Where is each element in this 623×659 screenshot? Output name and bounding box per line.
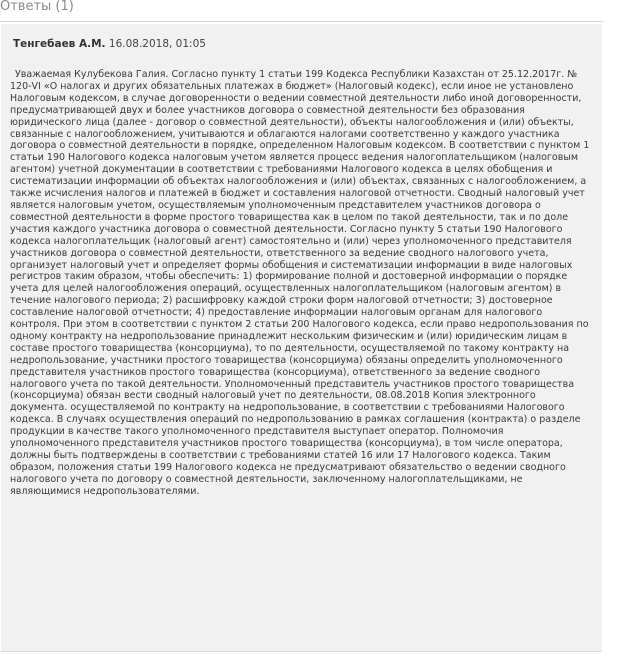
- answer-text: Уважаемая Кулубекова Галия. Согласно пункту 1 статьи 199 Кодекса Республики Казахстан от 25.12.2017г. № 120-VI «О налогах и других обязательных платежах в бюджет» (Налоговый кодекс), если иное не установлено Налоговым кодексом, в случае договоренности о ведении совместной деятельности либо иной договоренности, предусматривающей двух и более участников договора о совместной деятельности без образования юридического лица (далее - договор о совместной деятельности), объекты налогообложения и (или) объекты, связанные с налогообложением, учитываются и облагаются налогами соответственно у каждого участника договора о совместной деятельности в порядке, определенном Налоговым кодексом. В соответствии с пунктом 1 статьи 190 Налогового кодекса налоговым учетом является процесс ведения налогоплательщиком (налоговым агентом) учетной документации в соответствии с требованиями Налогового кодекса в целях обобщения и систематизации информации об объектах налогообложения и (или) объектах, связанных с налогообложением, а также исчисления налогов и платежей в бюджет и составления налоговой отчетности. Сводный налоговый учет является налоговым учетом, осуществляемым уполномоченным представителем участников договора о совместной деятельности в форме простого товарищества как в целом по такой деятельности, так и по доле участия каждого участника договора о совместной деятельности. Согласно пункту 5 статьи 190 Налогового кодекса налогоплательщик (налоговый агент) самостоятельно и (или) через уполномоченного представителя участников договора о совместной деятельности, ответственного за ведение сводного налогового учета, организует налоговый учет и определяет формы обобщения и систематизации информации в виде налоговых регистров таким образом, чтобы обеспечить: 1) формирование полной и достоверной информации о порядке учета для целей налогообложения операций, осуществленных налогоплательщиком (налоговым агентом) в течение налогового периода; 2) расшифровку каждой строки форм налоговой отчетности; 3) достоверное составление налоговой отчетности; 4) предоставление информации налоговым органам для налогового контроля. При этом в соответствии с пунктом 2 статьи 200 Налогового кодекса, если право недропользования по одному контракту на недропользование принадлежит нескольким физическим и (или) юридическим лицам в составе простого товарищества (консорциума), то по деятельности, осуществляемой по такому контракту на недропользование, участники простого товарищества (консорциума) обязаны определить уполномоченного представителя участников простого товарищества (консорциума), ответственного за ведение сводного налогового учета по такой деятельности. Уполномоченный представитель участников простого товарищества (консорциума) обязан вести сводный налоговый учет по деятельности, 08.08.2018 Копия электронного документа. осуществляемой по контракту на недропользование, в соответствии с требованиями Налогового кодекса. В случаях осуществления операций по недропользованию в рамках соглашения (контракта) о разделе продукции в качестве такого уполномоченного представителя выступает оператор. Полномочия уполномоченного представителя участников простого товарищества (консорциума), в том числе оператора, должны быть подтверждены в соответствии с требованиями статей 16 или 17 Налогового кодекса. Таким образом, положения статьи 199 Налогового кодекса не предусматривают обязательство о ведении сводного налогового учета по договору о совместной деятельности, заключенному налогоплательщиками, не являющимися недропользователями.: [10, 69, 590, 497]
- answer-header: [13, 37, 206, 51]
- answer-card: [1, 24, 602, 652]
- answer-datetime: 16.08.2018, 01:05: [108, 38, 206, 50]
- answer-author: Тенгебаев А.М.: [13, 38, 106, 50]
- section-divider: [0, 21, 603, 22]
- answers-section-title: Ответы (1): [0, 0, 74, 14]
